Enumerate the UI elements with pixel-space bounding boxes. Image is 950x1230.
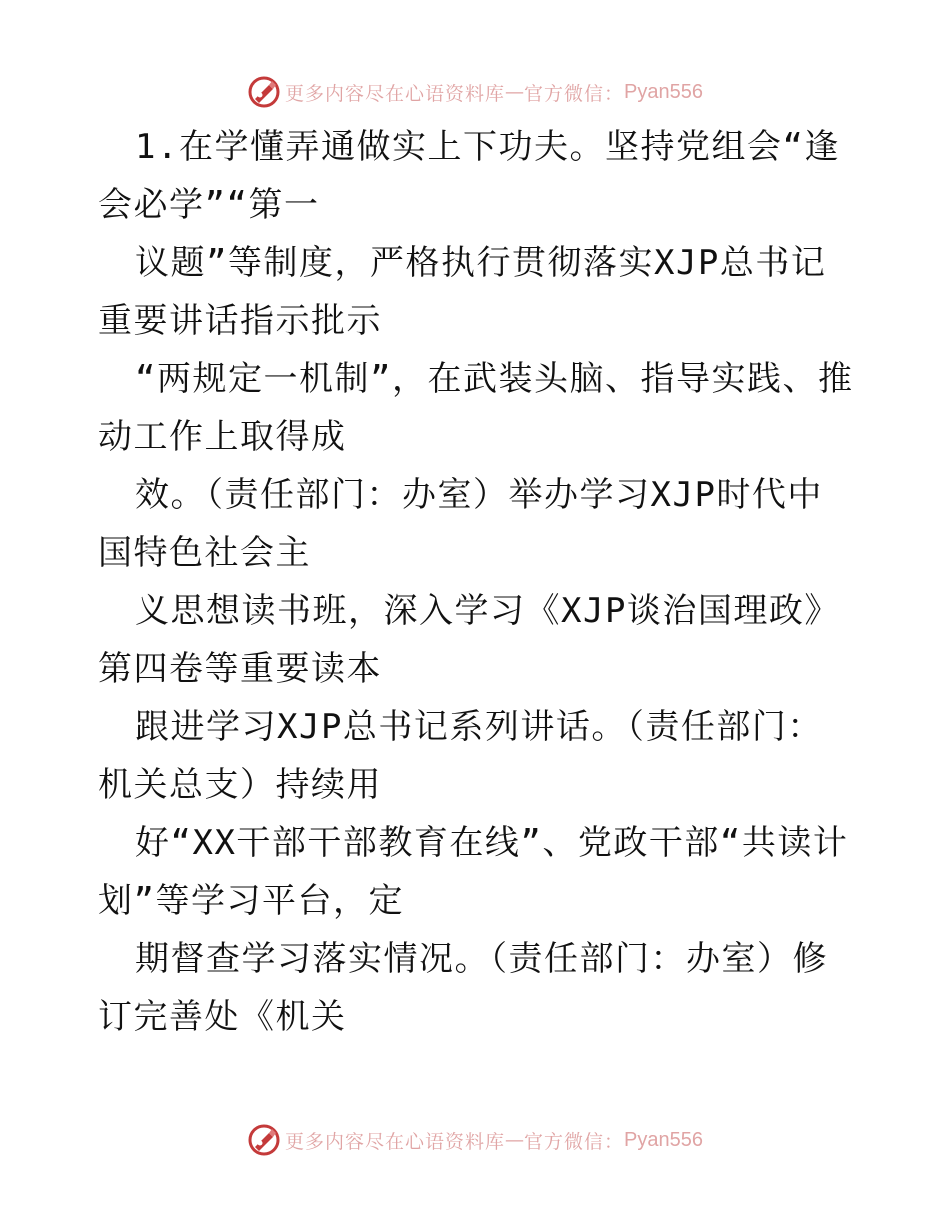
footer-banner-wechat-label: 官方微信： (524, 1130, 625, 1153)
footer-banner (0, 1120, 950, 1160)
header-banner-dash: — (505, 81, 525, 103)
brand-logo-icon (247, 1123, 281, 1157)
header-banner-wechat-id: Pyan556 (624, 80, 703, 103)
paragraph-5: 义思想读书班，深入学习《XJP谈治国理政》第四卷等重要读本 (98, 591, 840, 689)
paragraph-2: 议题”等制度，严格执行贯彻落实XJP总书记重要讲话指示批示 (98, 243, 827, 341)
paragraph-1: 1.在学懂弄通做实上下功夫。坚持党组会“逢会必学”“第一 (98, 127, 840, 225)
footer-banner-text: 更多内容尽在心语资料库 (285, 1130, 506, 1153)
header-banner (0, 72, 950, 112)
header-banner-wechat-label: 官方微信： (524, 82, 625, 105)
header-banner-text: 更多内容尽在心语资料库 (285, 82, 506, 105)
footer-banner-dash: — (505, 1129, 525, 1151)
paragraph-7: 好“XX干部干部教育在线”、党政干部“共读计划”等学习平台，定 (98, 823, 849, 921)
footer-banner-wechat-id: Pyan556 (624, 1128, 703, 1151)
brand-logo-icon (247, 75, 281, 109)
paragraph-4: 效。（责任部门：办室）举办学习XJP时代中国特色社会主 (98, 475, 823, 573)
paragraph-3: “两规定一机制”，在武装头脑、指导实践、推动工作上取得成 (98, 359, 854, 457)
document-body (98, 118, 858, 1046)
paragraph-8: 期督查学习落实情况。（责任部门：办室）修订完善处《机关 (98, 939, 828, 1037)
paragraph-6: 跟进学习XJP总书记系列讲话。（责任部门：机关总支）持续用 (98, 707, 823, 805)
